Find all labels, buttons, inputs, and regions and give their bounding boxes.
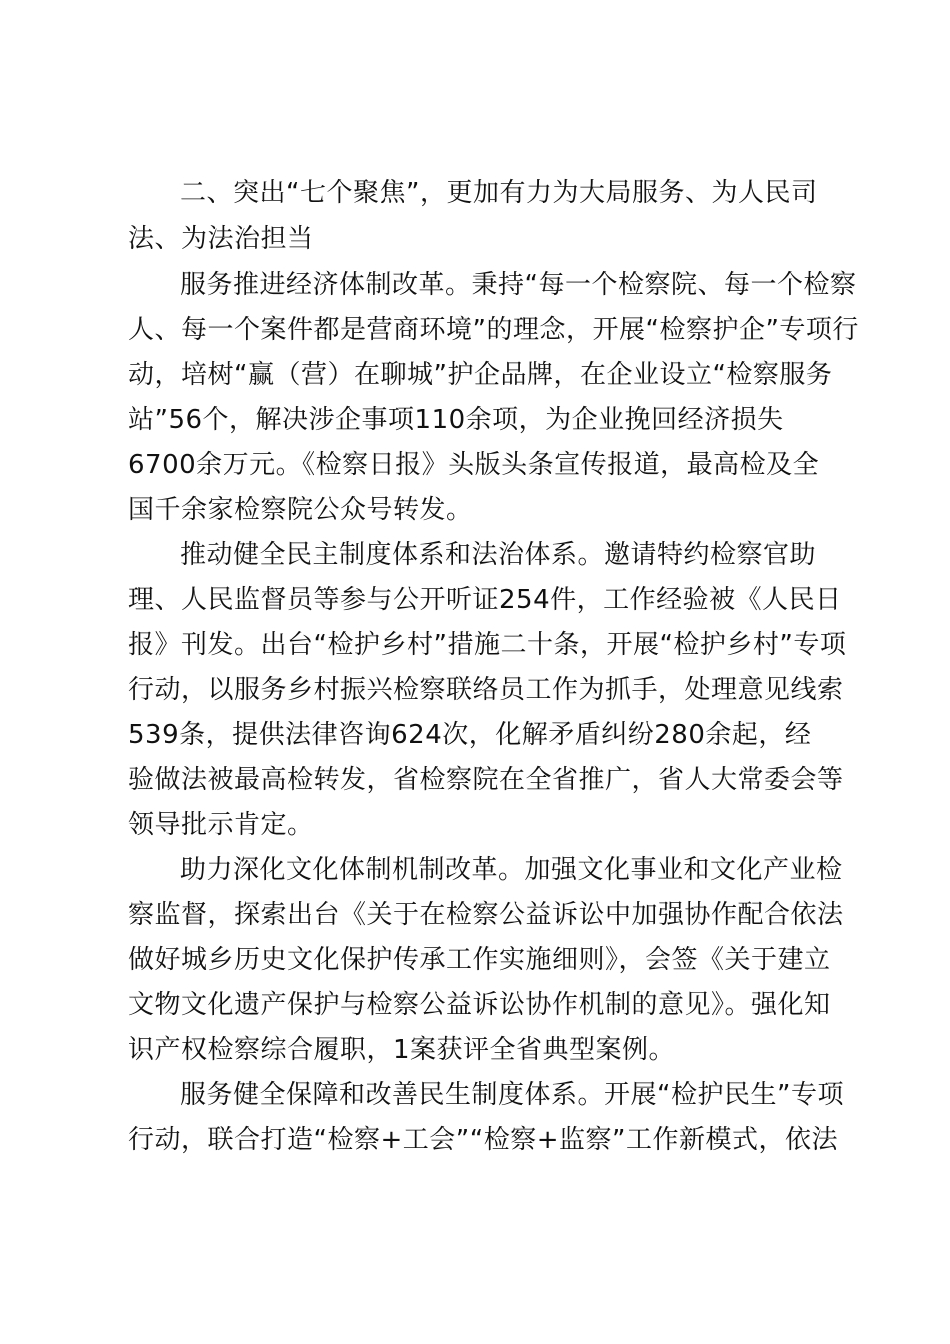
paragraph-line: 动，培树“赢（营）在聊城”护企品牌，在企业设立“检察服务: [128, 360, 833, 390]
paragraph-line: 6700余万元。《检察日报》头版头条宣传报道，最高检及全: [128, 450, 820, 480]
paragraph-line: 行动，联合打造“检察+工会”“检察+监察”工作新模式，依法: [128, 1125, 838, 1155]
paragraph-line: 识产权检察综合履职，1案获评全省典型案例。: [128, 1035, 676, 1065]
section-heading-line-1: 二、突出“七个聚焦”，更加有力为大局服务、为人民司: [180, 178, 818, 208]
paragraph-line: 服务健全保障和改善民生制度体系。开展“检护民生”专项: [180, 1080, 844, 1110]
paragraph-line: 验做法被最高检转发，省检察院在全省推广，省人大常委会等: [128, 765, 844, 795]
paragraph-line: 站”56个，解决涉企事项110余项，为企业挽回经济损失: [128, 405, 784, 435]
section-heading-line-2: 法、为法治担当: [128, 224, 314, 254]
paragraph-line: 助力深化文化体制机制改革。加强文化事业和文化产业检: [180, 855, 843, 885]
paragraph-line: 领导批示肯定。: [128, 810, 314, 840]
paragraph-line: 报》刊发。出台“检护乡村”措施二十条，开展“检护乡村”专项: [128, 630, 847, 660]
paragraph-line: 理、人民监督员等参与公开听证254件，工作经验被《人民日: [128, 585, 842, 615]
paragraph-line: 做好城乡历史文化保护传承工作实施细则》，会签《关于建立: [128, 945, 831, 975]
paragraph-line: 文物文化遗产保护与检察公益诉讼协作机制的意见》。强化知: [128, 990, 831, 1020]
paragraph-line: 行动，以服务乡村振兴检察联络员工作为抓手，处理意见线索: [128, 675, 844, 705]
paragraph-line: 察监督，探索出台《关于在检察公益诉讼中加强协作配合依法: [128, 900, 844, 930]
paragraph-line: 539条，提供法律咨询624次，化解矛盾纠纷280余起，经: [128, 720, 812, 750]
paragraph-line: 人、每一个案件都是营商环境”的理念，开展“检察护企”专项行: [128, 315, 859, 345]
paragraph-line: 国千余家检察院公众号转发。: [128, 495, 473, 525]
paragraph-line: 推动健全民主制度体系和法治体系。邀请特约检察官助: [180, 540, 817, 570]
paragraph-line: 服务推进经济体制改革。秉持“每一个检察院、每一个检察: [180, 270, 857, 300]
